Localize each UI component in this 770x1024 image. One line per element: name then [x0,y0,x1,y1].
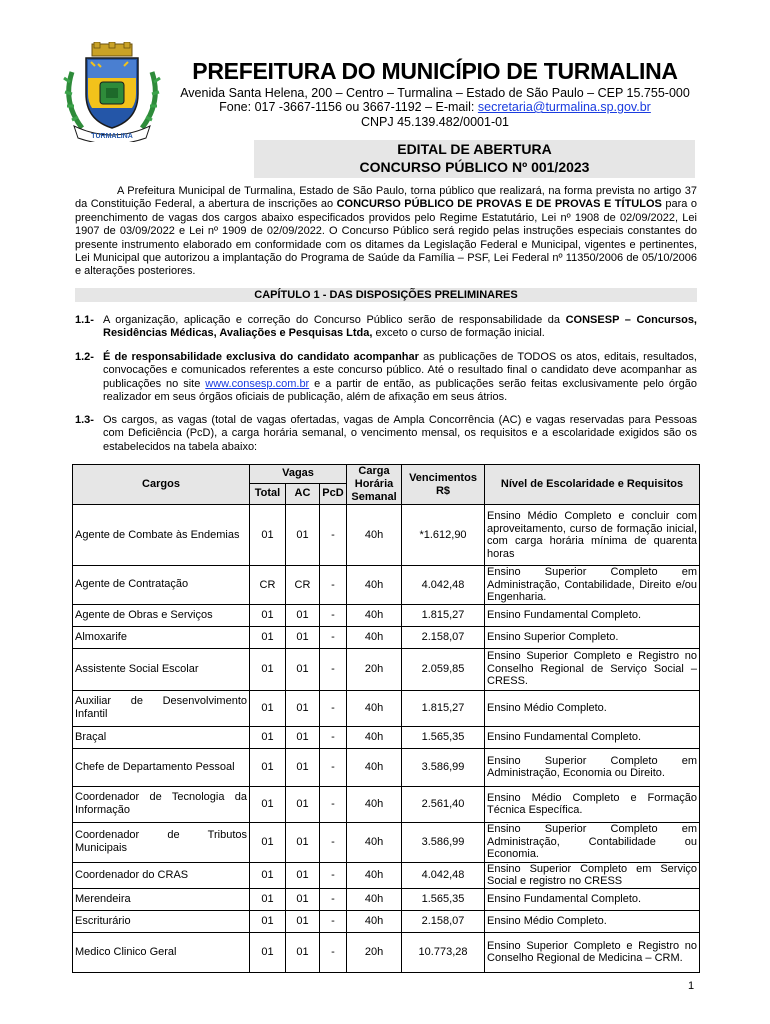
table-row [73,626,700,648]
table-row [73,726,700,748]
table-row [73,690,700,726]
clause-text: A organização, aplicação e correção do Concurso Público serão de responsabilidade da [103,314,566,326]
cargo-cell: Almoxarife [73,626,250,648]
ac-cell: 01 [286,690,320,726]
vencimento-cell: 1.565,35 [402,888,485,910]
clause-bold: É de responsabilidade exclusiva do candidato acompanhar [103,351,419,363]
header-address: Avenida Santa Helena, 200 – Centro – Turmalina – Estado de São Paulo – CEP 15.755-000 [180,86,690,100]
total-cell: 01 [250,786,286,822]
nivel-cell: Ensino Médio Completo. [485,690,700,726]
table-row [73,748,700,786]
cargo-cell: Agente de Contratação [73,566,250,605]
clause-text: Os cargos, as vagas (total de vagas ofertadas, vagas de Ampla Concorrência (AC) e vagas reservadas para Pessoas com Deficiência (PcD), a carga horária semanal, o vencimento mensal, os requisitos e a escolaridade exigidos são os estabelecidos na tabela abaixo: [103,414,697,453]
cargo-cell: Medico Clinico Geral [73,932,250,972]
clause-text: e a partir de então, as publicações serão feitas exclusivamente pelo órgão realizador em seus órgãos oficiais de publicação, além de afixação em seus átrios. [103,377,697,404]
carga-cell: 40h [347,888,402,910]
vencimento-cell: 2.158,07 [402,910,485,932]
table-row [73,648,700,690]
cargo-cell: Assistente Social Escolar [73,648,250,690]
clause-number: 1.2- [75,351,94,363]
ac-cell: 01 [286,604,320,626]
vencimento-cell: 2.561,40 [402,786,485,822]
ac-cell: 01 [286,505,320,566]
vencimento-cell: 2.059,85 [402,648,485,690]
carga-cell: 40h [347,910,402,932]
vencimento-cell: 2.158,07 [402,626,485,648]
carga-cell: 40h [347,505,402,566]
page-number: 1 [688,980,695,992]
vencimento-cell: 1.815,27 [402,604,485,626]
vencimento-cell: 3.586,99 [402,748,485,786]
total-cell: 01 [250,888,286,910]
nivel-cell: Ensino Superior Completo e Registro no Conselho Regional de Medicina – CRM. [485,932,700,972]
cargo-cell: Coordenador do CRAS [73,862,250,888]
pcd-cell: - [320,862,347,888]
carga-cell: 40h [347,822,402,862]
table-row [73,862,700,888]
vencimento-cell: 4.042,48 [402,566,485,605]
clause-text: exceto o curso de formação inicial. [372,327,545,340]
header-vagas: Vagas [250,465,347,484]
total-cell: 01 [250,862,286,888]
clause-bold: CONSESP – Concursos, Residências Médicas, Avaliações e Pesquisas Ltda, [103,314,697,340]
nivel-cell: Ensino Superior Completo. [485,626,700,648]
ac-cell: 01 [286,822,320,862]
ac-cell: 01 [286,748,320,786]
carga-cell: 40h [347,626,402,648]
cargo-cell: Coordenador de Tecnologia da Informação [73,786,250,822]
nivel-cell: Ensino Fundamental Completo. [485,726,700,748]
pcd-cell: - [320,690,347,726]
intro-bold: CONCURSO PÚBLICO DE PROVAS E DE PROVAS E TÍTULOS [336,198,662,211]
table-row [73,910,700,932]
header-pcd: PcD [320,483,347,504]
municipality-title: PREFEITURA DO MUNICÍPIO DE TURMALINA [192,58,678,84]
carga-cell: 40h [347,726,402,748]
nivel-cell: Ensino Superior Completo e Registro no Conselho Regional de Serviço Social – CRESS. [485,648,700,690]
ac-cell: 01 [286,726,320,748]
pcd-cell: - [320,726,347,748]
clause-1-3 [75,414,697,454]
cargo-cell: Braçal [73,726,250,748]
vencimento-cell: *1.612,90 [402,505,485,566]
ac-cell: 01 [286,932,320,972]
vencimento-cell: 4.042,48 [402,862,485,888]
intro-paragraph [75,185,697,279]
pcd-cell: - [320,604,347,626]
clause-number: 1.3- [75,414,94,426]
vencimento-cell: 1.565,35 [402,726,485,748]
header-cargos: Cargos [73,465,250,505]
vencimento-cell: 3.586,99 [402,822,485,862]
cargo-cell: Auxiliar de Desenvolvimento Infantil [73,690,250,726]
carga-cell: 40h [347,604,402,626]
ac-cell: 01 [286,626,320,648]
carga-cell: 40h [347,786,402,822]
pcd-cell: - [320,648,347,690]
carga-cell: 40h [347,690,402,726]
pcd-cell: - [320,626,347,648]
header-carga: Carga Horária Semanal [347,465,402,505]
clause-1-2 [75,351,697,405]
pcd-cell: - [320,910,347,932]
table-row [73,932,700,972]
nivel-cell: Ensino Superior Completo em Administração, Contabilidade, Direito e/ou Engenharia. [485,566,700,605]
cargo-cell: Agente de Obras e Serviços [73,604,250,626]
vencimento-cell: 1.815,27 [402,690,485,726]
total-cell: 01 [250,505,286,566]
pcd-cell: - [320,786,347,822]
total-cell: 01 [250,726,286,748]
chapter-heading: CAPÍTULO 1 - DAS DISPOSIÇÕES PRELIMINARES [75,288,697,302]
carga-cell: 40h [347,566,402,605]
pcd-cell: - [320,748,347,786]
total-cell: 01 [250,748,286,786]
ac-cell: 01 [286,648,320,690]
clause-number: 1.1- [75,314,94,326]
table-row [73,786,700,822]
pcd-cell: - [320,932,347,972]
table-row [73,604,700,626]
cargo-cell: Agente de Combate às Endemias [73,505,250,566]
consesp-link[interactable]: www.consesp.com.br [205,377,310,390]
edital-title-box [254,140,695,178]
total-cell: 01 [250,690,286,726]
total-cell: 01 [250,604,286,626]
table-row [73,505,700,566]
header-total: Total [250,483,286,504]
intro-text-2: para o preenchimento de vagas dos cargos abaixo especificados providos pelo Regime Estatutário, Lei nº 1908 de 02/09/2022, Lei 1907 de 03/09/2022 e Lei nº 1909 de 02/09/2022. O Concurso Público será regido pelas instruções especiais constantes do presente instrumento elaborado em conformidade com os ditames da Legislação Federal e Municipal, vigentes e pertinentes, Lei Municipal que autorizou a implantação do Programa de Saúde da Família – PSF, Lei Federal nº 11350/2006 de 05/10/2006 e alterações posteriores. [75,198,697,278]
carga-cell: 40h [347,862,402,888]
nivel-cell: Ensino Fundamental Completo. [485,888,700,910]
edital-title: EDITAL DE ABERTURA [397,141,552,157]
clause-text: as publicações de TODOS os atos, editais, resultados, convocações e comunicados referentes a este concurso público. Até o resultado final o candidato deve acompanhar as publicações no site [103,351,697,390]
cargo-cell: Merendeira [73,888,250,910]
pcd-cell: - [320,505,347,566]
clause-1-1 [75,314,697,341]
ac-cell: 01 [286,888,320,910]
pcd-cell: - [320,822,347,862]
positions-table [72,464,700,973]
nivel-cell: Ensino Médio Completo. [485,910,700,932]
ac-cell: 01 [286,786,320,822]
total-cell: CR [250,566,286,605]
nivel-cell: Ensino Médio Completo e Formação Técnica Específica. [485,786,700,822]
ac-cell: 01 [286,862,320,888]
nivel-cell: Ensino Superior Completo em Administração, Contabilidade ou Economia. [485,822,700,862]
intro-text-1: A Prefeitura Municipal de Turmalina, Estado de São Paulo, torna público que realizará, na forma prevista no artigo 37 da Constituição Federal, a abertura de inscrições ao [75,185,697,211]
pcd-cell: - [320,566,347,605]
total-cell: 01 [250,932,286,972]
table-row [73,888,700,910]
header-ac: AC [286,483,320,504]
cargo-cell: Chefe de Departamento Pessoal [73,748,250,786]
vencimento-cell: 10.773,28 [402,932,485,972]
crest-banner-text: TURMALINA [91,133,133,140]
header-contact [165,100,705,114]
carga-cell: 20h [347,932,402,972]
header-vencimentos: Vencimentos R$ [402,465,485,505]
edital-subtitle: CONCURSO PÚBLICO Nº 001/2023 [359,159,590,175]
header-cnpj: CNPJ 45.139.482/0001-01 [360,115,510,129]
total-cell: 01 [250,910,286,932]
table-row [73,566,700,605]
nivel-cell: Ensino Fundamental Completo. [485,604,700,626]
cargo-cell: Coordenador de Tributos Municipais [73,822,250,862]
table-row [73,822,700,862]
header-nivel: Nível de Escolaridade e Requisitos [485,465,700,505]
nivel-cell: Ensino Médio Completo e concluir com aproveitamento, curso de formação inicial, com carga horária mínima de quarenta horas [485,505,700,566]
carga-cell: 20h [347,648,402,690]
municipal-crest-icon [58,42,166,142]
cargo-cell: Escriturário [73,910,250,932]
pcd-cell: - [320,888,347,910]
total-cell: 01 [250,822,286,862]
ac-cell: CR [286,566,320,605]
total-cell: 01 [250,648,286,690]
total-cell: 01 [250,626,286,648]
carga-cell: 40h [347,748,402,786]
header-phone: Fone: 017 -3667-1156 ou 3667-1192 – E-mail: [219,100,478,114]
nivel-cell: Ensino Superior Completo em Administração, Economia ou Direito. [485,748,700,786]
nivel-cell: Ensino Superior Completo em Serviço Social e registro no CRESS [485,862,700,888]
email-link[interactable]: secretaria@turmalina.sp.gov.br [477,100,651,114]
ac-cell: 01 [286,910,320,932]
